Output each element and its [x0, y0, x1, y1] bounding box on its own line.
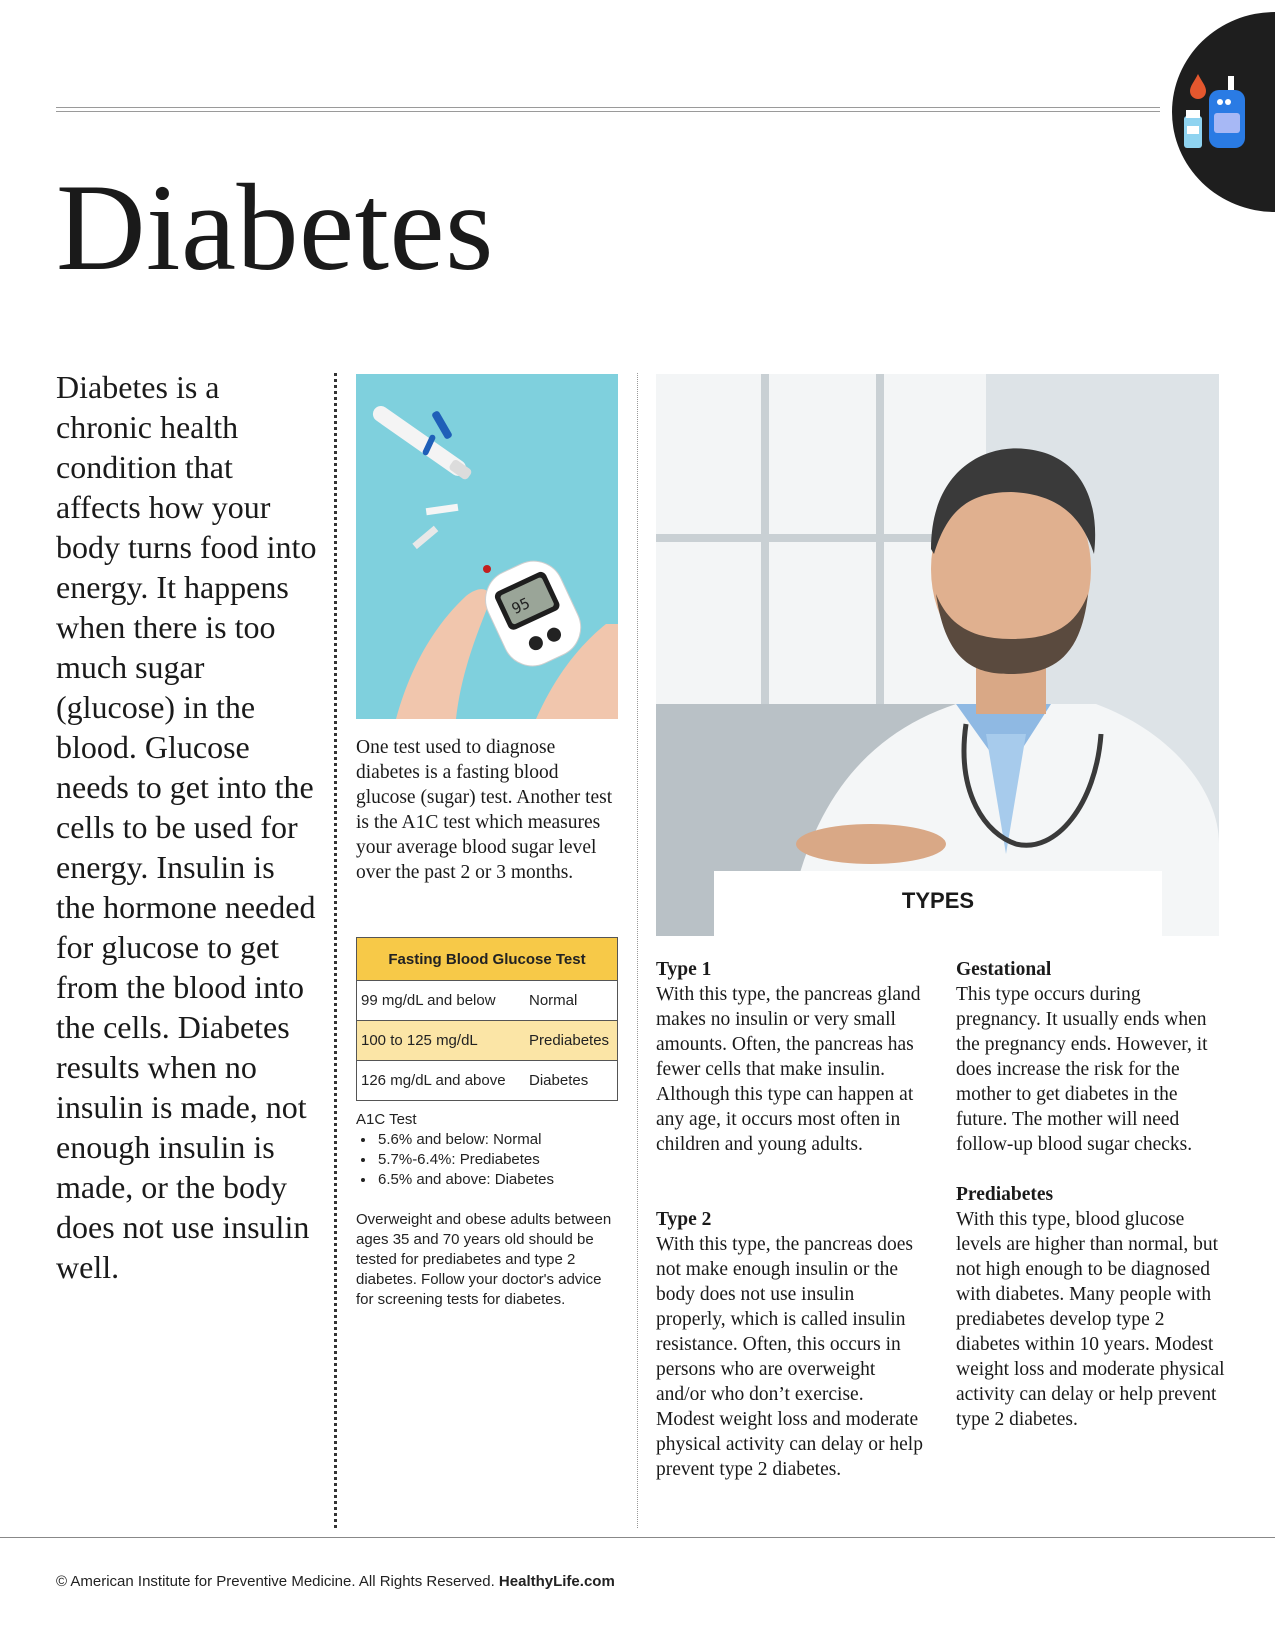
- a1c-heading: A1C Test: [356, 1111, 417, 1128]
- column-divider: [334, 373, 337, 1528]
- gestational-section: [956, 957, 1226, 1157]
- glucose-test-photo: [356, 374, 618, 719]
- section-heading: Gestational: [956, 959, 1052, 980]
- list-item: • 5.6% and below: Normal: [376, 1130, 618, 1150]
- a1c-list: [356, 1130, 618, 1190]
- glucose-meter-icon: [1176, 68, 1250, 158]
- section-body: With this type, blood glucose levels are higher than normal, but not high enough to be diagnosed with diabetes. Many people with prediabetes develop type 2 diabetes within 10 years. Modest weight loss and moderate physical activity can delay or help prevent type 2 diabetes.: [956, 1209, 1225, 1430]
- test-paragraph: One test used to diagnose diabetes is a fasting blood glucose (sugar) test. Another test is the A1C test which measures your average blood sugar level over the past 2 or 3 months.: [356, 737, 613, 883]
- section-heading: Prediabetes: [956, 1184, 1054, 1205]
- page-title: Diabetes: [56, 159, 494, 296]
- range-cell: 126 mg/dL and above: [357, 1061, 526, 1101]
- footer-rule: [0, 1537, 1275, 1538]
- copyright-text: © American Institute for Preventive Medicine. All Rights Reserved.: [56, 1573, 495, 1590]
- section-heading: Type 2: [656, 1209, 712, 1230]
- section-body: With this type, the pancreas gland makes no insulin or very small amounts. Often, the pancreas has fewer cells that make insulin. Although this type can happen at any age, it occurs most often in children and young adults.: [656, 984, 921, 1155]
- site-link[interactable]: HealthyLife.com: [498, 1573, 615, 1590]
- section-body: With this type, the pancreas does not make enough insulin or the body does not use insulin properly, which is called insulin resistance. Often, this occurs in persons who are overweight and/or who don’t exercise. Modest weight loss and moderate physical activity can delay or help prevent type 2 diabetes.: [656, 1234, 923, 1480]
- list-item: • 5.7%-6.4%: Prediabetes: [376, 1150, 618, 1170]
- result-cell: Prediabetes: [525, 1021, 618, 1061]
- doctor-photo: [656, 374, 1219, 936]
- types-heading: TYPES: [714, 871, 1162, 936]
- list-item: • 6.5% and above: Diabetes: [376, 1170, 618, 1190]
- header-rule: [56, 107, 1160, 112]
- range-cell: 100 to 125 mg/dL: [357, 1021, 526, 1061]
- section-body: This type occurs during pregnancy. It usually ends when the pregnancy ends. However, it does increase the risk for the mother to get diabetes in the future. The mother will need follow-up blood sugar checks.: [956, 984, 1208, 1155]
- type1-section: [656, 957, 926, 1157]
- column-divider: [637, 373, 638, 1528]
- prediabetes-section: [956, 1182, 1226, 1432]
- table-row: [357, 981, 618, 1021]
- result-cell: Diabetes: [525, 1061, 618, 1101]
- table-header: Fasting Blood Glucose Test: [357, 938, 618, 981]
- table-row: [357, 1061, 618, 1101]
- fasting-glucose-table: [356, 937, 618, 1101]
- result-cell: Normal: [525, 981, 618, 1021]
- section-heading: Type 1: [656, 959, 712, 980]
- footer: [56, 1573, 615, 1590]
- screening-note: Overweight and obese adults between ages 35 and 70 years old should be tested for prediabetes and type 2 diabetes. Follow your doctor's advice for screening tests for diabetes.: [356, 1211, 612, 1308]
- glucometer-reading: 95: [508, 594, 533, 618]
- a1c-test-block: [356, 1110, 618, 1190]
- type2-section: [656, 1207, 926, 1482]
- intro-paragraph: Diabetes is a chronic health condition that affects how your body turns food into energy. It happens when there is too much sugar (glucose) in the blood. Glucose needs to get into the cells to be used for energy. Insulin is the hormone needed for glucose to get from the blood into the cells. Diabetes results when no insulin is made, not enough insulin is made, or the body does not use insulin well.: [56, 369, 317, 1285]
- range-cell: 99 mg/dL and below: [357, 981, 526, 1021]
- table-row: [357, 1021, 618, 1061]
